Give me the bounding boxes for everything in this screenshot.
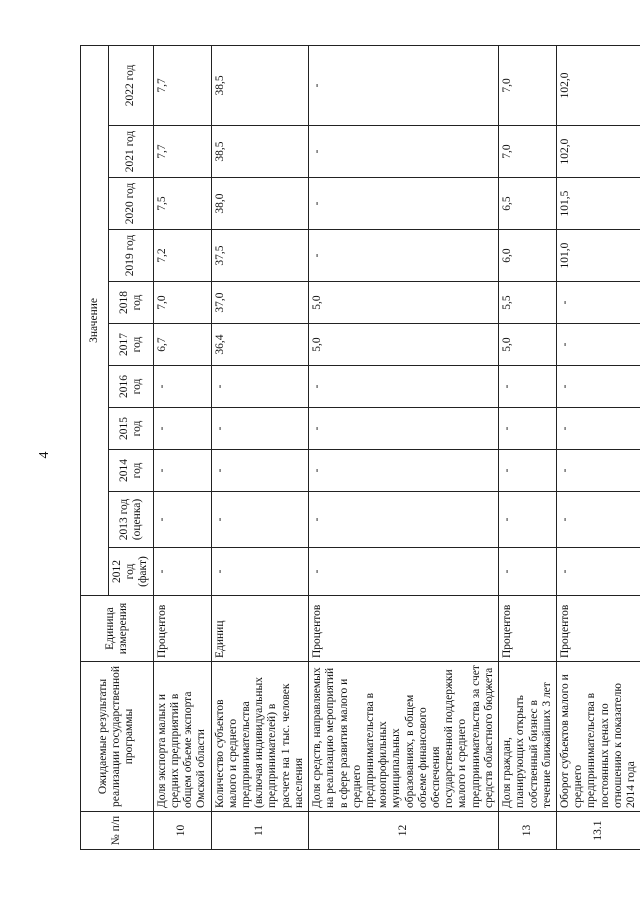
row-value: 102,0 bbox=[557, 126, 640, 178]
row-value: - bbox=[211, 450, 309, 492]
row-unit: Процентов bbox=[309, 596, 499, 662]
row-value: - bbox=[211, 366, 309, 408]
row-value: - bbox=[557, 282, 640, 324]
row-value: - bbox=[557, 408, 640, 450]
row-value: 6,7 bbox=[153, 324, 211, 366]
row-value: 5,0 bbox=[499, 324, 557, 366]
row-value: - bbox=[499, 450, 557, 492]
header-year: 2017 год bbox=[109, 324, 154, 366]
row-value: 101,0 bbox=[557, 230, 640, 282]
row-value: 7,0 bbox=[153, 282, 211, 324]
row-value: 7,0 bbox=[499, 45, 557, 125]
row-value: 7,7 bbox=[153, 45, 211, 125]
row-value: 102,0 bbox=[557, 45, 640, 125]
row-value: - bbox=[557, 548, 640, 596]
row-value: 38,5 bbox=[211, 126, 309, 178]
row-value: 5,0 bbox=[309, 282, 499, 324]
row-indicator: Оборот субъектов малого и среднего предпринимательства в постоянных ценах по отношению к показателю 2014 года bbox=[557, 662, 640, 812]
header-result: Ожидаемые результаты реализации государственной программы bbox=[81, 662, 154, 812]
row-value: - bbox=[557, 324, 640, 366]
header-unit: Единица измерения bbox=[81, 596, 154, 662]
row-value: 38,0 bbox=[211, 178, 309, 230]
row-value: - bbox=[309, 366, 499, 408]
table-row bbox=[309, 45, 499, 849]
row-value: 6,5 bbox=[499, 178, 557, 230]
row-value: - bbox=[309, 126, 499, 178]
header-year: 2019 год bbox=[109, 230, 154, 282]
row-value: - bbox=[309, 492, 499, 548]
row-value: - bbox=[211, 548, 309, 596]
row-unit: Процентов bbox=[499, 596, 557, 662]
page-number: 4 bbox=[37, 451, 52, 459]
row-value: - bbox=[153, 548, 211, 596]
row-value: - bbox=[153, 366, 211, 408]
row-number: 12 bbox=[309, 812, 499, 850]
table-row bbox=[557, 45, 640, 849]
row-value: 7,5 bbox=[153, 178, 211, 230]
header-year: 2015 год bbox=[109, 408, 154, 450]
row-indicator: Доля экспорта малых и средних предприятий в общем объеме экспорта Омской области bbox=[153, 662, 211, 812]
row-unit: Процентов bbox=[557, 596, 640, 662]
row-value: - bbox=[153, 450, 211, 492]
header-year: 2012 год (факт) bbox=[109, 548, 154, 596]
row-value: - bbox=[499, 548, 557, 596]
row-number: 13 bbox=[499, 812, 557, 850]
row-value: - bbox=[211, 492, 309, 548]
row-indicator: Доля средств, направляемых на реализацию мероприятий в сфере развития малого и среднего предпринимательства в монопрофильных муниципальных образованиях, в общем объеме финансового обеспечения государственной поддержки малого и среднего предпринимательства за счет средств областного бюджета bbox=[309, 662, 499, 812]
row-unit: Единиц bbox=[211, 596, 309, 662]
row-value: - bbox=[153, 408, 211, 450]
header-year: 2016 год bbox=[109, 366, 154, 408]
row-value: 5,5 bbox=[499, 282, 557, 324]
row-value: - bbox=[211, 408, 309, 450]
header-year: 2018 год bbox=[109, 282, 154, 324]
row-value: - bbox=[309, 45, 499, 125]
header-num: № п/п bbox=[81, 812, 154, 850]
row-value: - bbox=[309, 178, 499, 230]
row-value: - bbox=[557, 492, 640, 548]
row-value: 36,4 bbox=[211, 324, 309, 366]
row-number: 11 bbox=[211, 812, 309, 850]
row-unit: Процентов bbox=[153, 596, 211, 662]
row-value: 7,0 bbox=[499, 126, 557, 178]
header-year: 2022 год bbox=[109, 45, 154, 125]
header-year: 2021 год bbox=[109, 126, 154, 178]
row-value: - bbox=[557, 450, 640, 492]
row-value: - bbox=[309, 408, 499, 450]
table-row bbox=[153, 45, 211, 849]
row-value: 37,0 bbox=[211, 282, 309, 324]
row-value: - bbox=[499, 408, 557, 450]
row-value: - bbox=[557, 366, 640, 408]
row-value: - bbox=[309, 230, 499, 282]
row-value: - bbox=[309, 548, 499, 596]
row-value: 5,0 bbox=[309, 324, 499, 366]
row-value: 38,5 bbox=[211, 45, 309, 125]
row-value: - bbox=[499, 366, 557, 408]
row-number: 13.1 bbox=[557, 812, 640, 850]
rotated-page bbox=[80, 46, 638, 850]
row-value: - bbox=[153, 492, 211, 548]
table-row bbox=[499, 45, 557, 849]
row-value: 7,2 bbox=[153, 230, 211, 282]
row-value: 7,7 bbox=[153, 126, 211, 178]
row-indicator: Доля граждан, планирующих открыть собственный бизнес в течение ближайших 3 лет bbox=[499, 662, 557, 812]
header-year: 2020 год bbox=[109, 178, 154, 230]
row-value: - bbox=[499, 492, 557, 548]
row-number: 10 bbox=[153, 812, 211, 850]
header-value: Значение bbox=[81, 45, 109, 595]
row-value: - bbox=[309, 450, 499, 492]
row-indicator: Количество субъектов малого и среднего предпринимательства (включая индивидуальных предпринимателей) в расчете на 1 тыс. человек населения bbox=[211, 662, 309, 812]
row-value: 6,0 bbox=[499, 230, 557, 282]
table-row bbox=[211, 45, 309, 849]
indicators-table bbox=[80, 45, 640, 850]
header-year: 2013 год (оценка) bbox=[109, 492, 154, 548]
row-value: 37,5 bbox=[211, 230, 309, 282]
header-year: 2014 год bbox=[109, 450, 154, 492]
row-value: 101,5 bbox=[557, 178, 640, 230]
